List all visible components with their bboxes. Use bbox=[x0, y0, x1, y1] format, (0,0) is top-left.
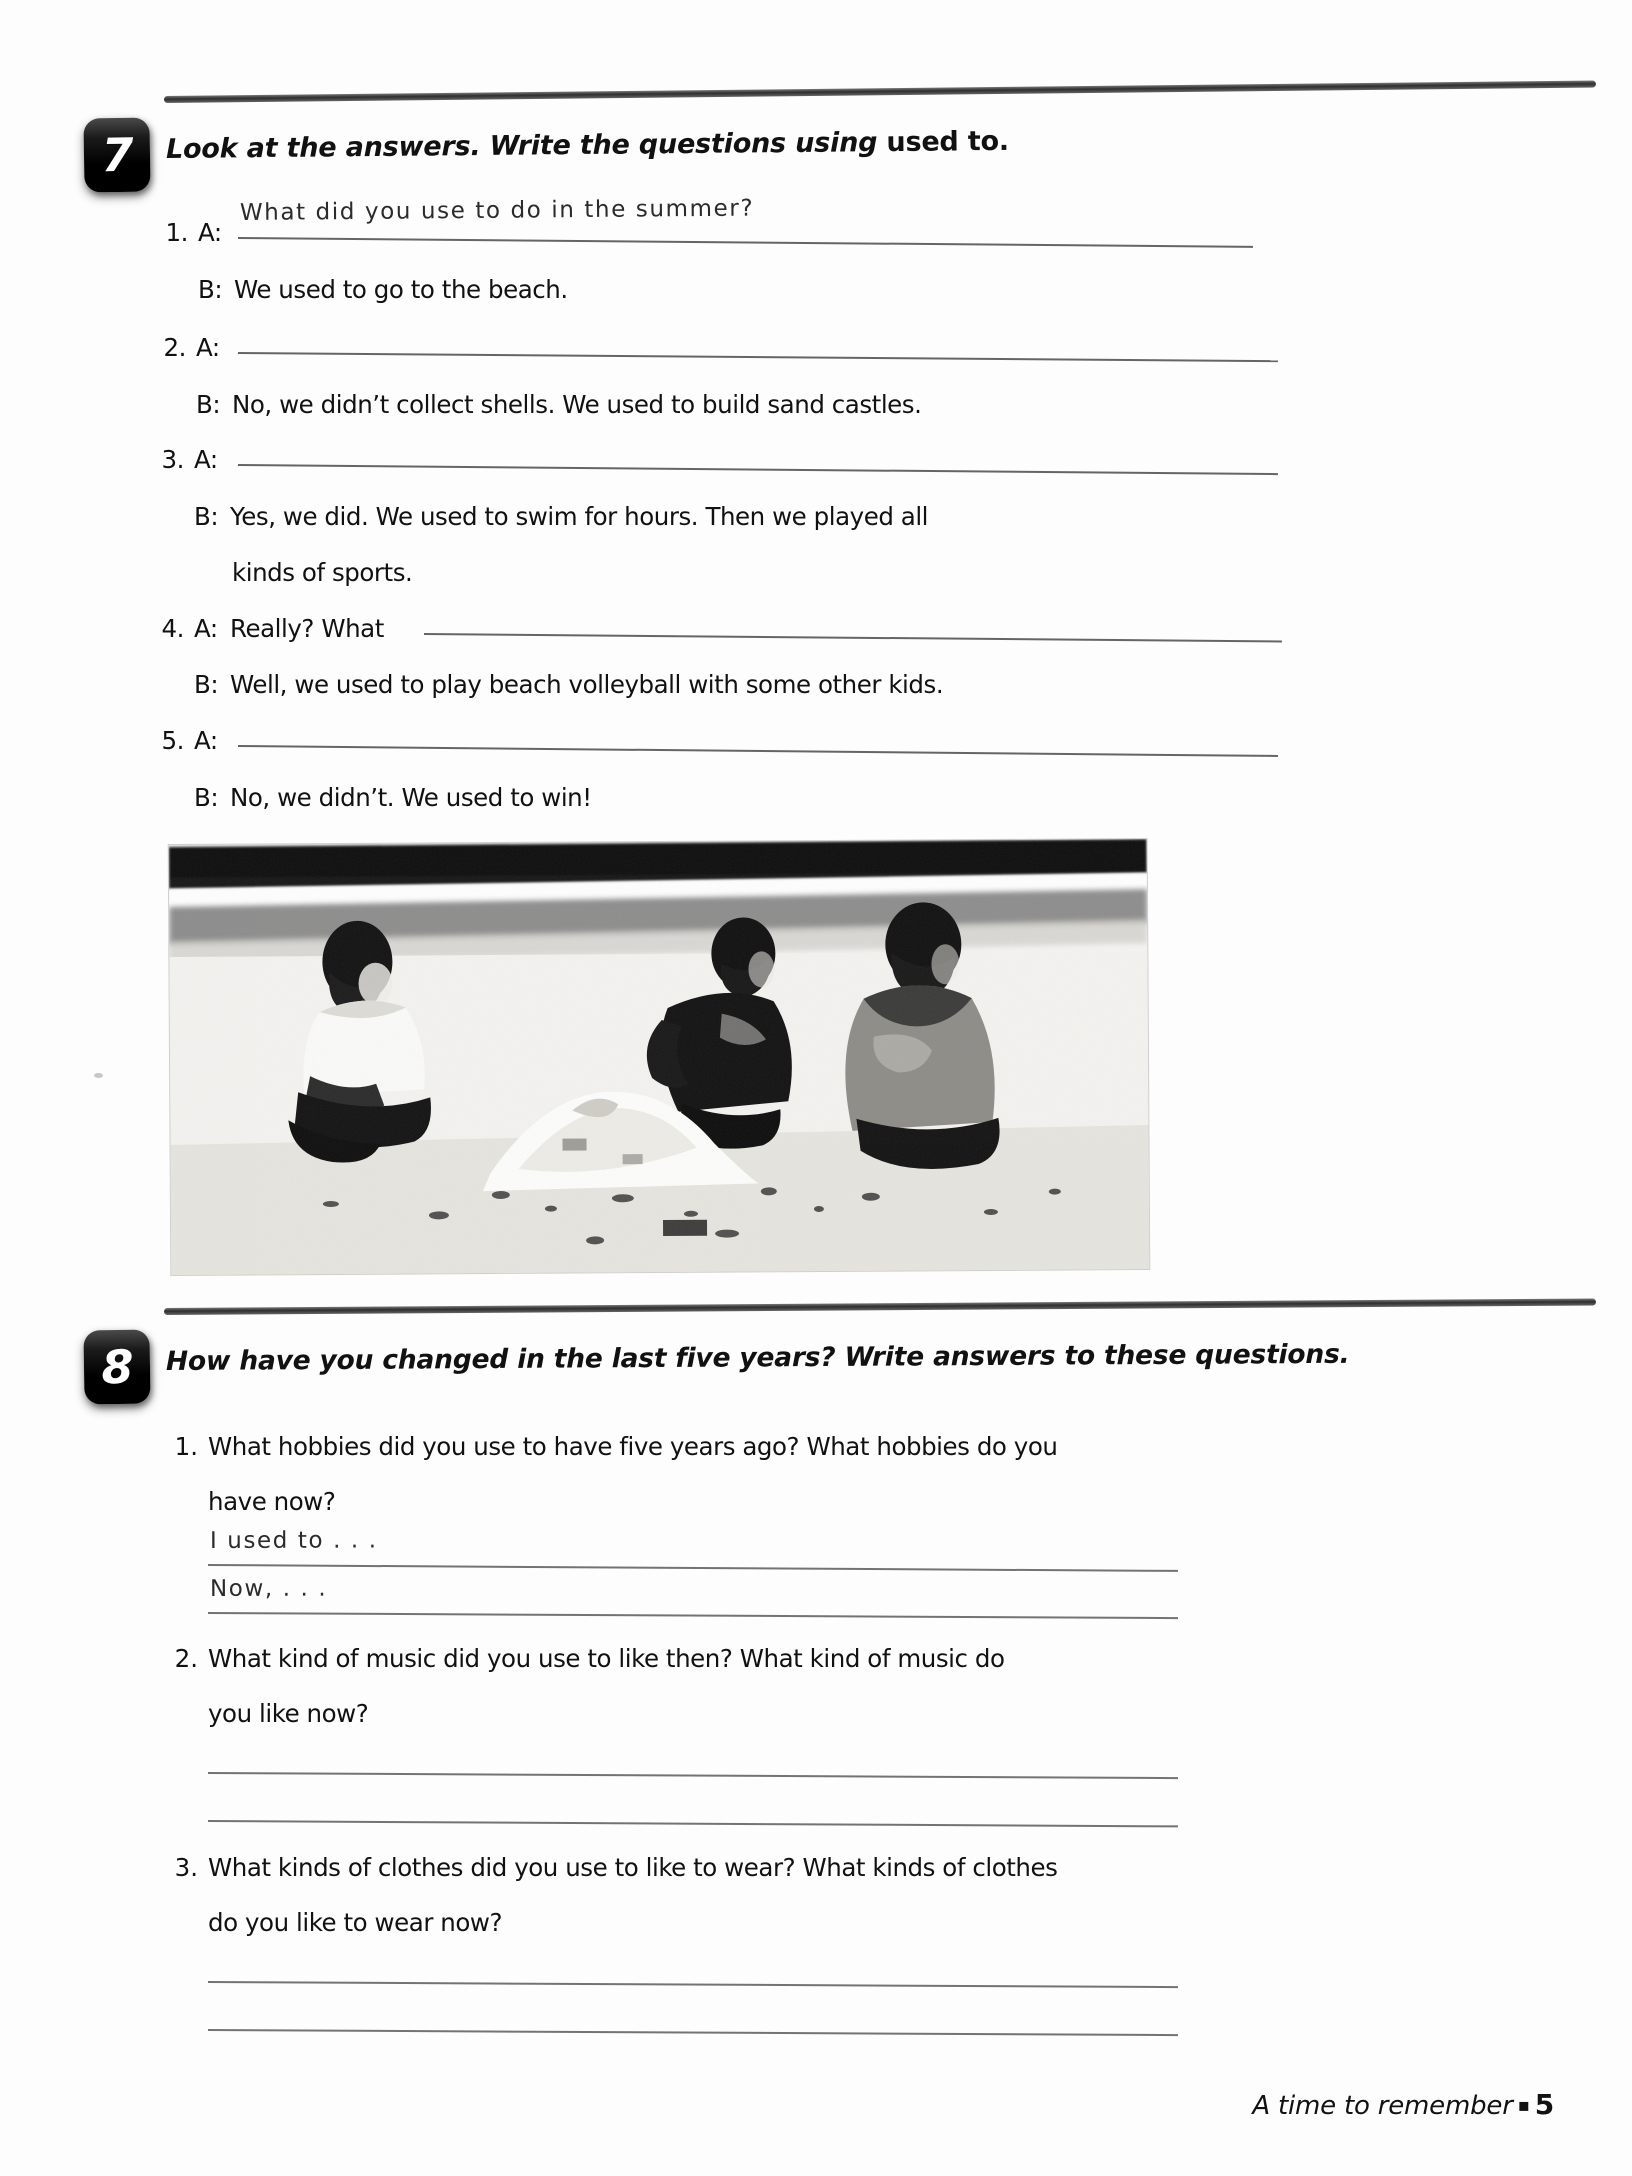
exercise-7-item-3-a bbox=[146, 445, 230, 474]
exercise-8-item-1-answer-line-1[interactable] bbox=[208, 1564, 1178, 1572]
exercise-7-item-5-b bbox=[146, 783, 592, 812]
page-footer bbox=[1252, 2088, 1554, 2121]
exercise-7-item-2-a bbox=[148, 333, 232, 362]
exercise-7-item-1-handwritten-answer[interactable]: What did you use to do in the summer? bbox=[239, 195, 755, 226]
item-number: 4. bbox=[161, 614, 184, 643]
exercise-8-item-1-answer-line-2[interactable] bbox=[208, 1612, 1178, 1619]
exercise-7-item-4-b bbox=[146, 670, 943, 699]
exercise-7-item-2-answer-line[interactable] bbox=[238, 352, 1278, 362]
answer-text: Well, we used to play beach volleyball with some other kids. bbox=[230, 670, 944, 699]
exercise-7-badge bbox=[83, 117, 150, 192]
speaker-label: A: bbox=[194, 445, 218, 474]
speaker-label: B: bbox=[198, 275, 223, 304]
exercise-7-number: 7 bbox=[101, 127, 133, 183]
speaker-label: A: bbox=[194, 614, 218, 643]
item-number: 1. bbox=[165, 218, 188, 247]
exercise-7-item-5-answer-line[interactable] bbox=[238, 745, 1278, 757]
exercise-8-item-3-answer-line-2[interactable] bbox=[208, 2029, 1178, 2036]
exercise-8-number: 8 bbox=[101, 1339, 133, 1395]
exercise-8-item-3-number: 3. bbox=[174, 1853, 198, 1882]
speaker-label: A: bbox=[198, 218, 222, 247]
exercise-8-title: How have you changed in the last five years? Write answers to these questions. bbox=[165, 1338, 1350, 1377]
exercise-7-item-1-b bbox=[150, 275, 568, 304]
exercise-8-item-1-number: 1. bbox=[174, 1432, 198, 1461]
speaker-label: B: bbox=[194, 783, 219, 812]
exercise-7-item-1-a bbox=[150, 218, 234, 247]
footer-page-number: 5 bbox=[1534, 2088, 1554, 2121]
exercise-7-item-4-answer-line[interactable] bbox=[424, 633, 1282, 642]
exercise-8-item-2-number: 2. bbox=[174, 1644, 198, 1673]
exercise-8-item-3-line2: do you like to wear now? bbox=[208, 1908, 503, 1937]
exercise-7-item-3-b bbox=[146, 502, 928, 531]
speaker-label: A: bbox=[196, 333, 220, 362]
exercise-8-badge bbox=[83, 1329, 150, 1404]
exercise-8-item-3-line1: What kinds of clothes did you use to like to wear? What kinds of clothes bbox=[208, 1853, 1058, 1882]
speaker-label: B: bbox=[194, 670, 219, 699]
exercise-7-item-1-answer-line[interactable] bbox=[238, 237, 1253, 248]
answer-text: We used to go to the beach. bbox=[234, 275, 568, 304]
beach-photo bbox=[169, 839, 1150, 1275]
exercise-8-item-2-line1: What kind of music did you use to like then? What kind of music do bbox=[208, 1644, 1005, 1673]
exercise-7-title-bold: used to. bbox=[886, 125, 1010, 159]
answer-text: No, we didn’t collect shells. We used to build sand castles. bbox=[232, 390, 922, 419]
exercise-7-title bbox=[166, 126, 1009, 165]
exercise-8-item-1-line2: have now? bbox=[208, 1487, 336, 1516]
exercise-8-rule bbox=[164, 1299, 1596, 1315]
exercise-7-header bbox=[84, 118, 1534, 192]
exercise-7-item-3-b-line2 bbox=[232, 558, 412, 587]
exercise-8-item-1-line1: What hobbies did you use to have five years ago? What hobbies do you bbox=[208, 1432, 1058, 1461]
exercise-7-rule bbox=[164, 81, 1596, 103]
beach-photo-image bbox=[169, 839, 1150, 1275]
exercise-8-item-2-answer-line-1[interactable] bbox=[208, 1772, 1178, 1779]
exercise-8-item-2-line2: you like now? bbox=[208, 1699, 369, 1728]
exercise-8-header bbox=[84, 1330, 1534, 1404]
item-number: 3. bbox=[161, 445, 184, 474]
footer-separator-icon: ▪ bbox=[1517, 2095, 1530, 2116]
exercise-7-item-2-b bbox=[148, 390, 921, 419]
exercise-8-item-1-answer-2[interactable]: Now, . . . bbox=[209, 1575, 328, 1602]
exercise-8-item-2-answer-line-2[interactable] bbox=[208, 1820, 1178, 1827]
speaker-label: B: bbox=[194, 502, 219, 531]
exercise-8-item-3-answer-line-1[interactable] bbox=[208, 1981, 1178, 1988]
scan-speck bbox=[94, 1073, 103, 1078]
exercise-8-item-1-answer-1[interactable]: I used to . . . bbox=[209, 1527, 378, 1554]
speaker-label: B: bbox=[196, 390, 221, 419]
exercise-7-item-5-a bbox=[146, 726, 230, 755]
answer-text: No, we didn’t. We used to win! bbox=[230, 783, 592, 812]
exercise-7-item-4-a bbox=[146, 614, 384, 643]
answer-text-line2: kinds of sports. bbox=[232, 558, 413, 587]
item-number: 2. bbox=[163, 333, 186, 362]
exercise-7-title-italic: Look at the answers. Write the questions using bbox=[165, 127, 887, 165]
exercise-7-item-3-answer-line[interactable] bbox=[238, 464, 1278, 475]
answer-prompt: Really? What bbox=[230, 614, 384, 643]
footer-unit-title: A time to remember bbox=[1252, 2091, 1513, 2121]
item-number: 5. bbox=[161, 726, 184, 755]
speaker-label: A: bbox=[194, 726, 218, 755]
answer-text: Yes, we did. We used to swim for hours. Then we played all bbox=[230, 502, 929, 531]
